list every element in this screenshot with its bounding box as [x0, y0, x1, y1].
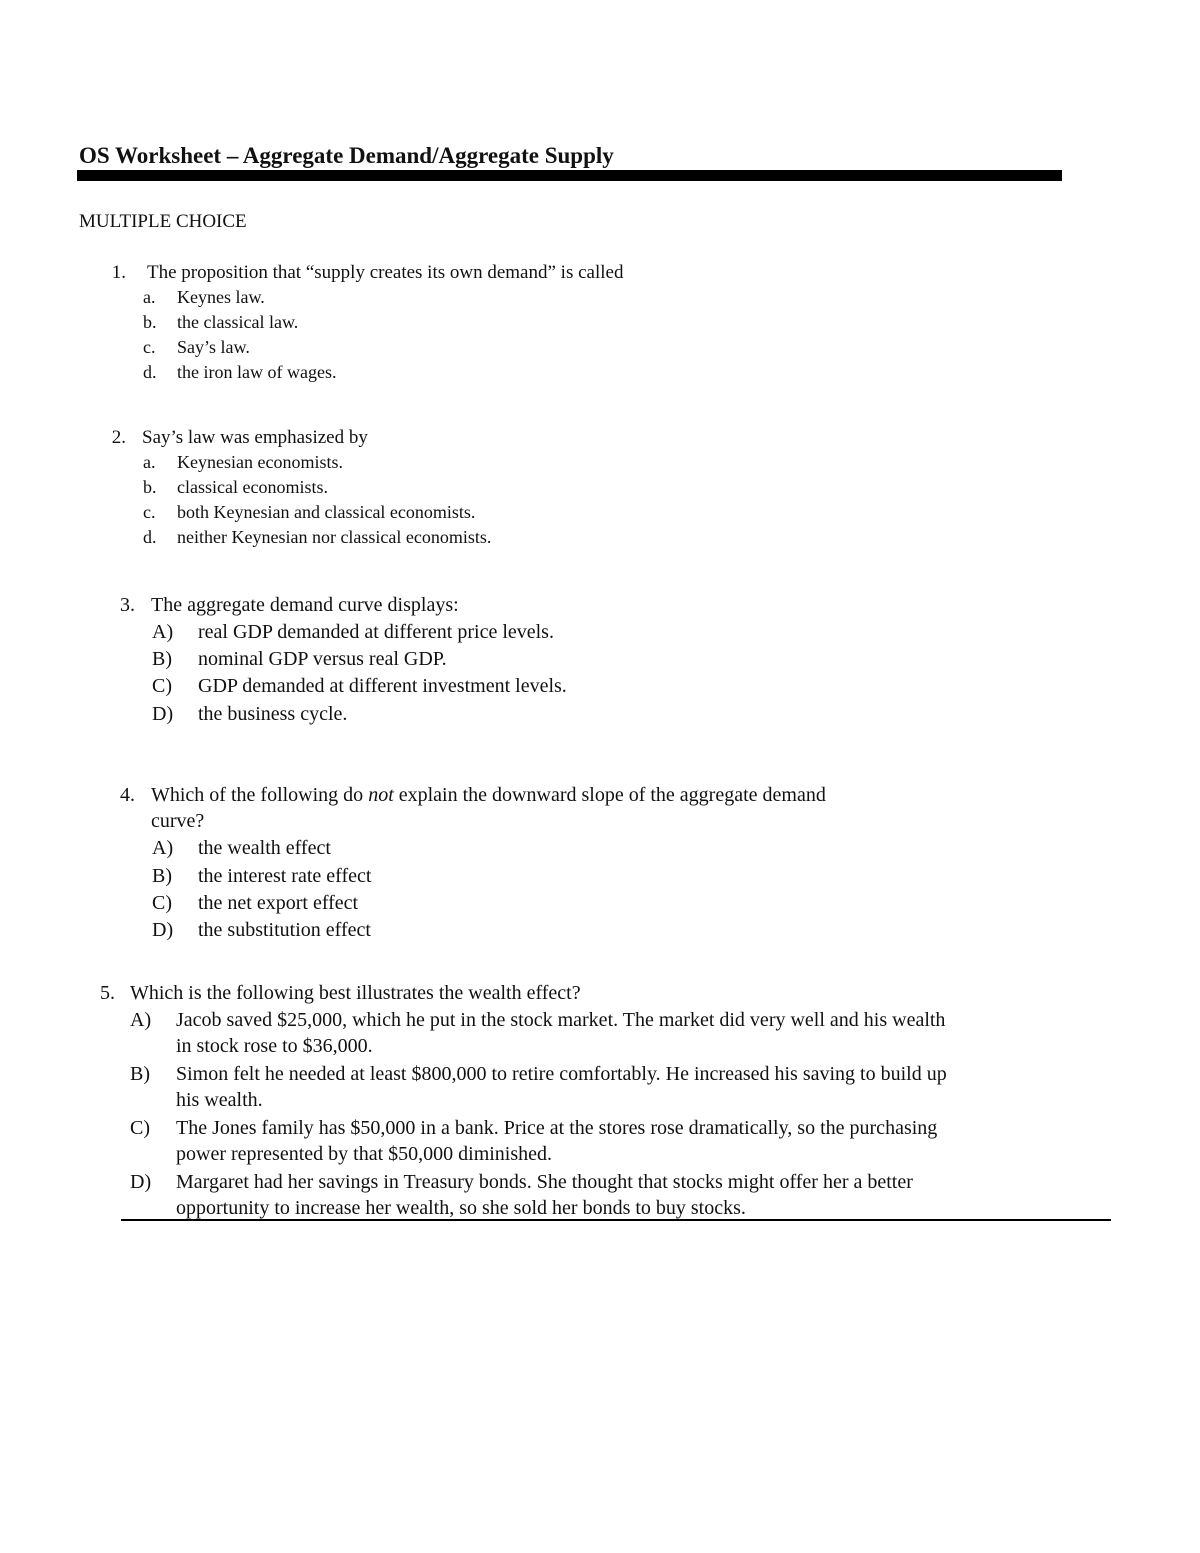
bottom-rule [121, 1219, 1111, 1221]
option-letter: a. [143, 287, 156, 307]
option-text: neither Keynesian nor classical economists. [177, 527, 492, 547]
option-letter: c. [143, 337, 156, 357]
option-text: Say’s law. [177, 337, 250, 357]
option-letter: A) [152, 837, 174, 859]
emphasis-word: not [368, 784, 394, 806]
option-letter: C) [152, 675, 172, 697]
title-rule [77, 170, 1062, 181]
option-letter: C) [152, 892, 172, 914]
option-text: The Jones family has $50,000 in a bank. Price at the stores rose dramatically, so the purchasing [176, 1117, 938, 1139]
option-text: the business cycle. [198, 703, 348, 725]
option-text: Keynesian economists. [177, 452, 343, 472]
option-text: Jacob saved $25,000, which he put in the stock market. The market did very well and his wealth [176, 1009, 946, 1031]
option-letter: B) [152, 865, 172, 887]
option-text: the substitution effect [198, 919, 371, 941]
option-letter: B) [152, 648, 172, 670]
option-text: nominal GDP versus real GDP. [198, 648, 447, 670]
question-text: Which of the following do not explain the downward slope of the aggregate demand [151, 784, 826, 806]
question-number: 4. [120, 784, 135, 806]
option-letter: d. [143, 362, 157, 382]
question-number: 3. [120, 594, 135, 616]
option-text-line2: in stock rose to $36,000. [176, 1035, 373, 1057]
option-letter: a. [143, 452, 156, 472]
question-text-line2: curve? [151, 810, 205, 832]
option-text: the classical law. [177, 312, 299, 332]
option-letter: C) [130, 1117, 150, 1139]
question-text: Say’s law was emphasized by [142, 427, 368, 448]
question-text: Which is the following best illustrates the wealth effect? [130, 982, 581, 1004]
question-number: 1. [111, 262, 126, 283]
option-text: GDP demanded at different investment levels. [198, 675, 567, 697]
question-text: The aggregate demand curve displays: [151, 594, 459, 616]
option-text: the wealth effect [198, 837, 331, 859]
question-text: The proposition that “supply creates its own demand” is called [147, 262, 624, 283]
option-text: the net export effect [198, 892, 359, 914]
option-letter: b. [143, 312, 157, 332]
option-letter: D) [152, 919, 174, 941]
option-letter: c. [143, 502, 156, 522]
option-letter: B) [130, 1063, 150, 1085]
option-text: both Keynesian and classical economists. [177, 502, 476, 522]
option-text: real GDP demanded at different price levels. [198, 621, 554, 643]
option-text-line2: power represented by that $50,000 diminished. [176, 1143, 553, 1165]
option-letter: D) [130, 1171, 152, 1193]
option-text: classical economists. [177, 477, 328, 497]
option-text: Keynes law. [177, 287, 265, 307]
question-number: 5. [100, 982, 115, 1004]
option-letter: D) [152, 703, 174, 725]
option-text: the interest rate effect [198, 865, 372, 887]
page-title: OS Worksheet – Aggregate Demand/Aggregate Supply [79, 143, 614, 168]
option-letter: A) [130, 1009, 152, 1031]
question-number: 2. [111, 427, 126, 448]
option-letter: A) [152, 621, 174, 643]
option-letter: b. [143, 477, 157, 497]
option-letter: d. [143, 527, 157, 547]
option-text: Margaret had her savings in Treasury bonds. She thought that stocks might offer her a better [176, 1171, 913, 1193]
section-heading: MULTIPLE CHOICE [79, 211, 247, 232]
option-text-line2: his wealth. [176, 1089, 263, 1111]
option-text: the iron law of wages. [177, 362, 337, 382]
option-text: Simon felt he needed at least $800,000 to retire comfortably. He increased his saving to build up [176, 1063, 947, 1085]
option-text-line2: opportunity to increase her wealth, so she sold her bonds to buy stocks. [176, 1197, 746, 1219]
